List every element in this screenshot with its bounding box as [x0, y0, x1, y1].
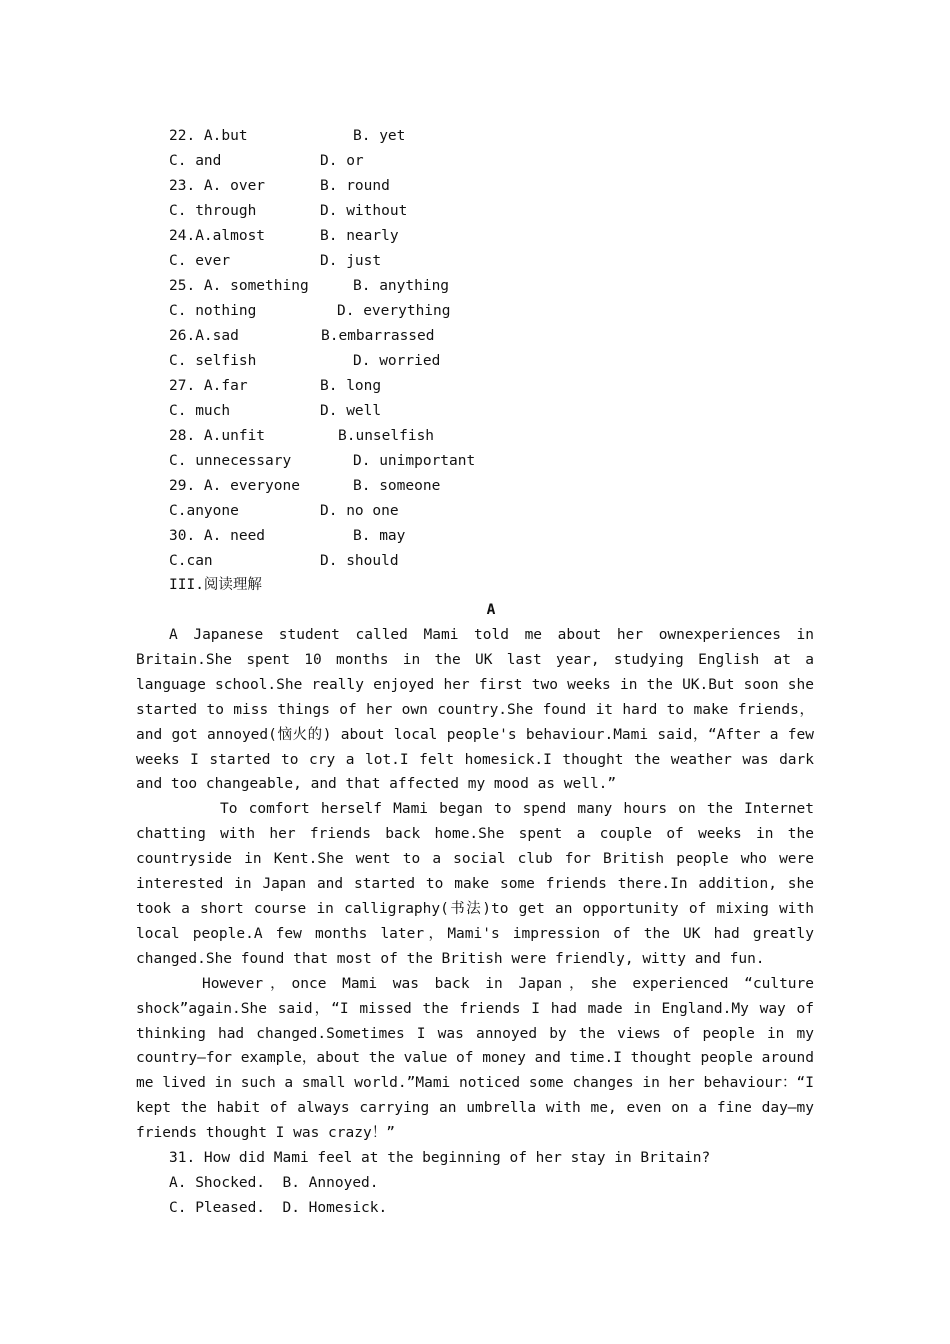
question-31	[169, 1146, 710, 1221]
passage-paragraph: To comfort herself Mami began to spend many hours on the Internet chatting with her friends back home.She spent a couple of weeks in the countryside in Kent.She went to a social club for British people who were interested in Japan and started to make some friends there.In addition, she took a short course in calligraphy(书法)to get an opportunity of mixing with local people.A few months later，Mami's impression of the UK had greatly changed.She found that most of the British were friendly, witty and fun.	[136, 801, 814, 967]
option-b: B. anything	[353, 278, 450, 294]
option-row	[169, 224, 399, 249]
question-options-ab: A. Shocked. B. Annoyed.	[169, 1175, 379, 1191]
option-a: 25. A. something	[169, 278, 309, 294]
option-row	[169, 349, 441, 374]
option-c: C. and	[169, 153, 222, 169]
option-row	[169, 474, 441, 499]
option-row	[169, 374, 382, 399]
option-d: D. worried	[353, 353, 441, 369]
option-c: C. much	[169, 403, 231, 419]
passage-paragraph: However，once Mami was back in Japan，she experienced “culture shock”again.She said，“I missed the friends I had made in England.My way of thinking had changed.Sometimes I was annoyed by the views of people in my country—for example，about the value of money and time.I thought people around me lived in such a small world.”Mami noticed some changes in her behaviour：“I kept the habit of always carrying an umbrella with me, even on a fine day—my friends thought I was crazy！”	[136, 975, 814, 1142]
option-row	[169, 274, 450, 299]
option-c: C. selfish	[169, 353, 257, 369]
question-options-cd: C. Pleased. D. Homesick.	[169, 1200, 388, 1216]
option-a: 29. A. everyone	[169, 478, 300, 494]
option-row	[169, 424, 435, 449]
option-d: D. without	[320, 203, 408, 219]
option-b: B. someone	[353, 478, 441, 494]
option-c: C.anyone	[169, 503, 239, 519]
option-row	[169, 174, 390, 199]
option-d: D. or	[320, 153, 364, 169]
option-a: 28. A.unfit	[169, 428, 266, 444]
option-row	[169, 499, 399, 524]
option-d: D. no one	[320, 503, 399, 519]
option-b: B.embarrassed	[321, 328, 435, 344]
passage-title: A	[486, 602, 496, 618]
option-d: D. unimportant	[353, 453, 476, 469]
option-b: B. nearly	[320, 228, 399, 244]
passage-paragraph: A Japanese student called Mami told me about her ownexperiences in Britain.She spent 10 months in the UK last year, studying English at a language school.She really enjoyed her first two weeks in the UK.But soon she started to miss things of her own country.She found it hard to make friends，and got annoyed(恼火的) about local people's behaviour.Mami said，“After a few weeks I started to cry a lot.I felt homesick.I thought the weather was dark and too changeable, and that affected my mood as well.”	[136, 627, 814, 793]
option-a: 22. A.but	[169, 128, 248, 144]
option-c: C. through	[169, 203, 257, 219]
option-b: B. long	[320, 378, 382, 394]
option-d: D. should	[320, 553, 399, 569]
option-c: C. nothing	[169, 303, 257, 319]
option-b: B. yet	[353, 128, 406, 144]
section-heading: III.阅读理解	[169, 577, 262, 593]
option-row	[169, 149, 364, 174]
option-row	[169, 124, 406, 149]
option-row	[169, 324, 435, 349]
option-b: B. round	[320, 178, 390, 194]
option-a: 27. A.far	[169, 378, 248, 394]
option-d: D. well	[320, 403, 382, 419]
question-stem: 31. How did Mami feel at the beginning of her stay in Britain?	[169, 1150, 711, 1166]
option-a: 24.A.almost	[169, 228, 266, 244]
option-d: D. everything	[337, 303, 451, 319]
option-row	[169, 299, 451, 324]
option-row	[169, 249, 382, 274]
option-a: 23. A. over	[169, 178, 266, 194]
option-b: B. may	[353, 528, 406, 544]
option-row	[169, 524, 406, 549]
option-b: B.unselfish	[338, 428, 435, 444]
option-row	[169, 449, 476, 474]
option-d: D. just	[320, 253, 382, 269]
option-row	[169, 399, 382, 424]
option-a: 30. A. need	[169, 528, 266, 544]
option-c: C. ever	[169, 253, 231, 269]
option-c: C. unnecessary	[169, 453, 292, 469]
reading-passage	[136, 623, 814, 1146]
option-row	[169, 199, 408, 224]
option-c: C.can	[169, 553, 213, 569]
option-a: 26.A.sad	[169, 328, 239, 344]
option-row	[169, 549, 399, 574]
